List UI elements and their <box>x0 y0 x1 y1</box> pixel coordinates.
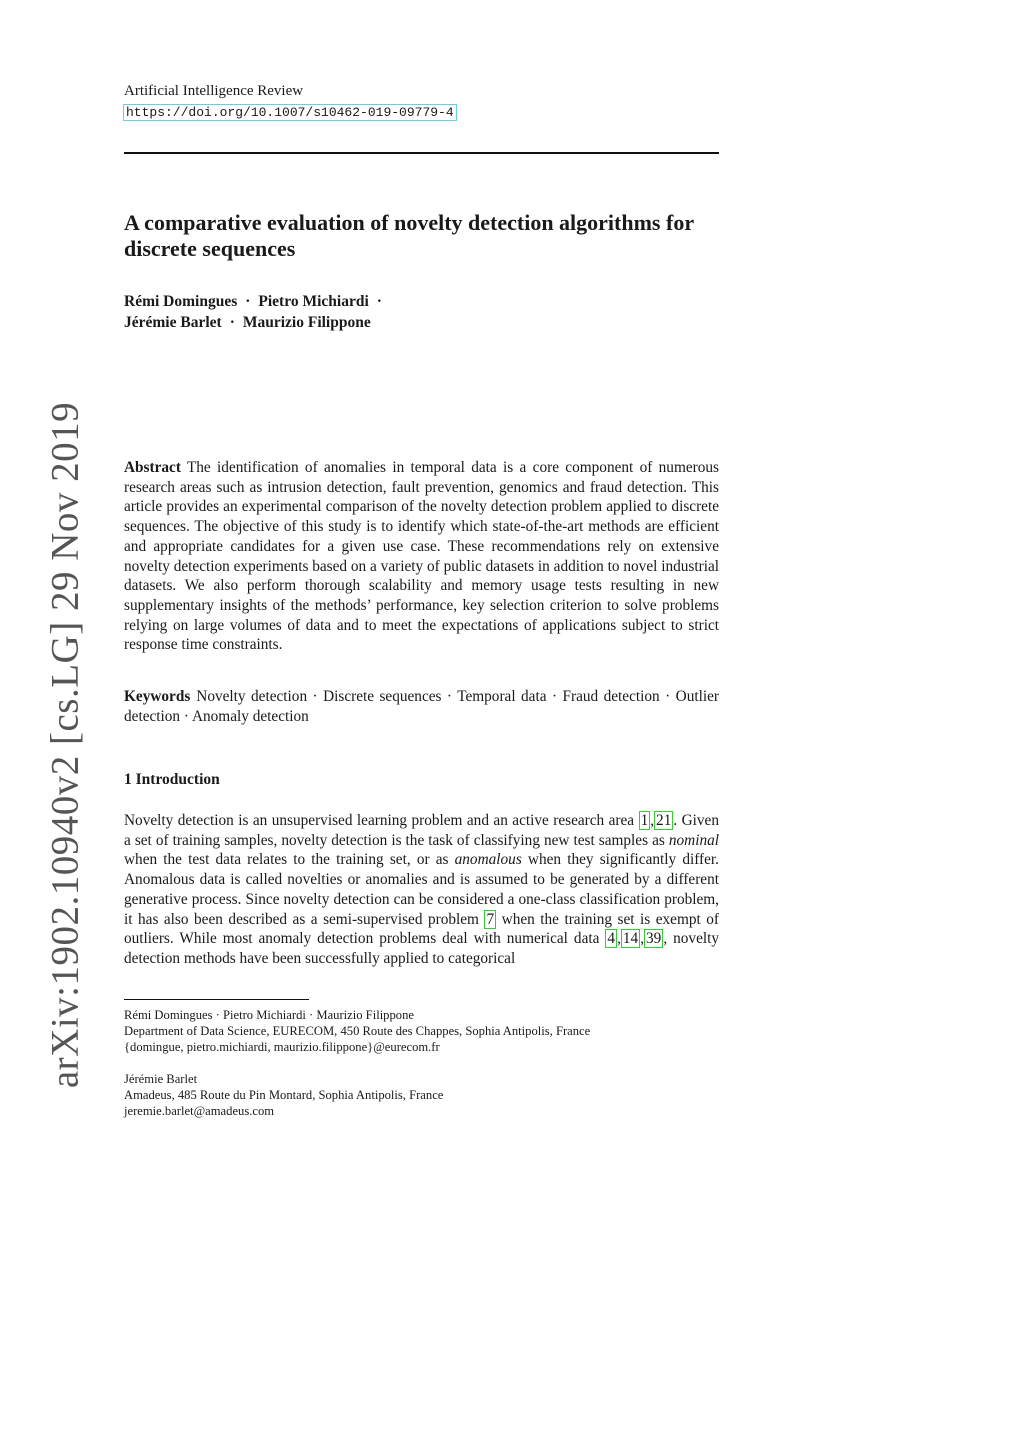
author-name: Maurizio Filippone <box>242 314 371 331</box>
author-separator: · <box>245 293 251 310</box>
abstract-label: Abstract <box>124 459 181 476</box>
keywords-label: Keywords <box>124 688 191 705</box>
intro-text: , novelty detection methods have been successfully applied to categorical <box>124 930 720 967</box>
intro-text: when the training set is exempt of outliers. While most anomaly detection problems deal with numerical data <box>124 910 720 948</box>
footnote-author: Jérémie Barlet <box>124 1072 198 1086</box>
affiliation-footnote-eurecom <box>124 1007 744 1055</box>
citation-link[interactable]: 4 <box>607 930 616 948</box>
journal-name: Artificial Intelligence Review <box>124 83 304 99</box>
author-name: Rémi Domingues <box>124 293 238 310</box>
citation-link[interactable]: 14 <box>622 930 639 948</box>
affiliation-footnote-amadeus <box>124 1071 744 1119</box>
author-name: Pietro Michiardi <box>258 293 369 310</box>
abstract <box>124 458 719 655</box>
intro-text: when the test data relates to the training set, or as <box>124 851 449 869</box>
intro-text: Novelty detection is an unsupervised learning problem and an active research area <box>124 812 635 829</box>
introduction-paragraph: Novelty detection is an unsupervised learning problem and an active research area 1 , 21 . Given a set of training samples, novelty detection is the task of classifying new test samples as nominal when the test data relates to the training set, or as anomalous when they significantly differ. Anomalous data is called novelties or anomalies and is assumed to be generated by a different generative process. Since novelty detection can be considered a one-class classification problem, it has also been described as a semi-supervised problem 7 when the training set is exempt of outliers. While most anomaly detection problems deal with numerical data 4 , 14 , 39 , novelty detection methods have been successfully applied to categorical <box>124 812 720 967</box>
citation-link[interactable]: 1 <box>640 812 649 829</box>
author-separator: · <box>229 314 235 331</box>
citation-link[interactable]: 7 <box>486 910 495 928</box>
footnote-authors: Rémi Domingues · Pietro Michiardi · Maurizio Filippone <box>124 1008 414 1022</box>
author-list <box>124 291 719 333</box>
citation-link[interactable]: 39 <box>646 930 662 948</box>
section-heading-introduction: 1 Introduction <box>124 771 220 788</box>
doi-link[interactable]: https://doi.org/10.1007/s10462-019-09779-4 <box>123 104 457 121</box>
intro-text: when they significantly differ. Anomalous data is called novelties or anomalies and is assumed to be generated by a different generative process. Since novelty detection can be considered a one-class classification problem, it has also been described as a semi-supervised problem <box>124 851 719 928</box>
footnote-email: {domingue, pietro.michiardi, maurizio.filippone}@eurecom.fr <box>124 1040 440 1054</box>
paper-title: A comparative evaluation of novelty detection algorithms for discrete sequences <box>124 210 694 261</box>
author-separator: · <box>376 293 382 310</box>
author-name: Jérémie Barlet <box>124 314 222 331</box>
keywords-text: Novelty detection · Discrete sequences · Temporal data · Fraud detection · Outlier detection · Anomaly detection <box>124 688 719 725</box>
term-anomalous: anomalous <box>454 851 522 869</box>
footnote-email: jeremie.barlet@amadeus.com <box>124 1104 275 1118</box>
term-nominal: nominal <box>668 831 719 849</box>
footnote-rule <box>124 999 309 1000</box>
footnote-department: Department of Data Science, EURECOM, 450 Route des Chappes, Sophia Antipolis, France <box>124 1024 591 1038</box>
citation-link[interactable]: 21 <box>656 812 672 829</box>
intro-text: . Given a set of training samples, novelty detection is the task of classifying new test samples as <box>124 812 719 849</box>
footnote-address: Amadeus, 485 Route du Pin Montard, Sophia Antipolis, France <box>124 1088 444 1102</box>
arxiv-identifier-stamp: arXiv:1902.10940v2 [cs.LG] 29 Nov 2019 <box>43 401 87 1089</box>
abstract-text: The identification of anomalies in temporal data is a core component of numerous research areas such as intrusion detection, fault prevention, genomics and fraud detection. This article provides an experimental comparison of the novelty detection problem applied to discrete sequences. The objective of this study is to identify which state-of-the-art methods are efficient and appropriate candidates for a given use case. These recommendations rely on extensive novelty detection experiments based on a variety of public datasets in addition to novel industrial datasets. We also perform thorough scalability and memory usage tests resulting in new supplementary insights of the methods’ performance, key selection criterion to solve problems relying on large volumes of data and to meet the expectations of applications subject to strict response time constraints. <box>124 459 719 654</box>
header-rule <box>124 152 719 154</box>
keywords <box>124 687 719 726</box>
